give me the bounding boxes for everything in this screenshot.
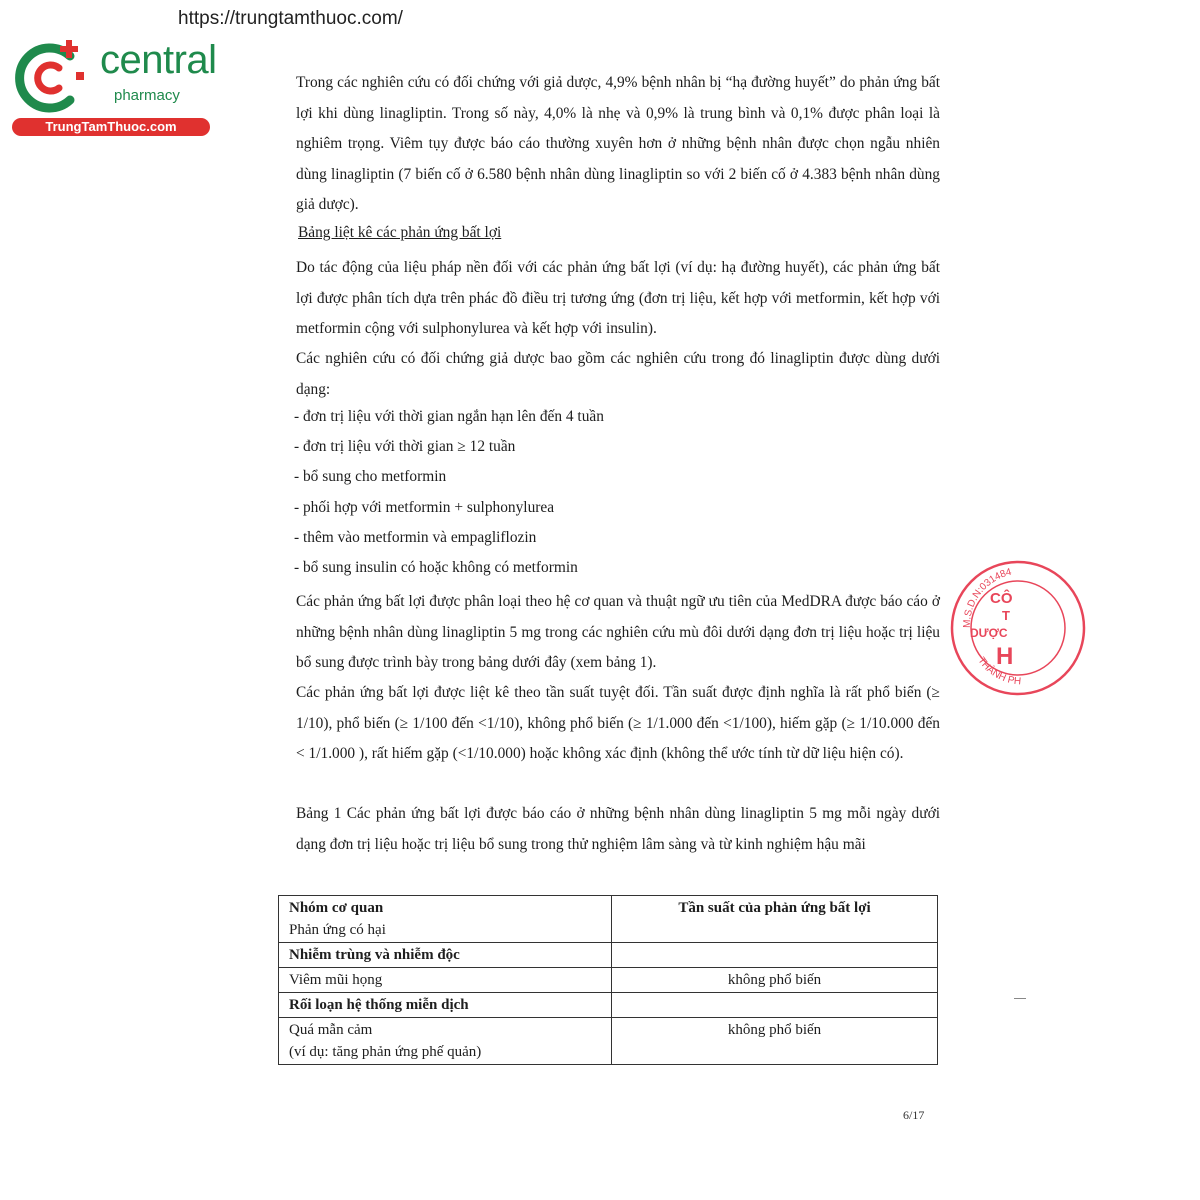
logo-mark-icon — [12, 38, 96, 118]
source-url: https://trungtamthuoc.com/ — [178, 8, 403, 29]
group-infections: Nhiễm trùng và nhiễm độc — [279, 943, 612, 968]
regimen-list — [294, 402, 604, 583]
table-row — [279, 993, 938, 1018]
reaction-hypersensitivity-name: Quá mẫn cảm — [289, 1022, 373, 1038]
table-row — [279, 968, 938, 993]
frequency-cell: không phổ biến — [612, 1018, 938, 1065]
table-caption: Bảng 1 Các phản ứng bất lợi được báo cáo ở những bệnh nhân dùng linagliptin 5 mg mỗi ngày dưới dạng đơn trị liệu hoặc trị liệu bổ sung trong thử nghiệm lâm sàng và từ kinh nghiệm hậu mãi — [296, 805, 940, 853]
paragraph-frequency-definition: Các phản ứng bất lợi được liệt kê theo tần suất tuyệt đối. Tần suất được định nghĩa là rất phổ biến (≥ 1/10), phổ biến (≥ 1/100 đến <1/10), không phổ biến (≥ 1/1.000 đến <1/100), hiếm gặp (≥ 1/10.000 đến < 1/1.000 ), rất hiếm gặp (<1/10.000) hoặc không xác định (không thể ước tính từ dữ liệu hiện có). — [296, 684, 940, 762]
stamp-top-text: M.S.D.N:031484 — [961, 566, 1013, 629]
margin-mark — [1014, 998, 1026, 999]
header-organ-group-label: Nhóm cơ quan — [289, 900, 384, 916]
table-row — [279, 943, 938, 968]
paragraph-background-therapy: Do tác động của liệu pháp nền đối với các phản ứng bất lợi (ví dụ: hạ đường huyết), các phản ứng bất lợi được phân tích dựa trên phác đồ điều trị tương ứng (đơn trị liệu, kết hợp với metformin, kết hợp với metformin cộng với sulphonylurea và kết hợp với insulin). — [296, 259, 940, 337]
stamp-line-1: CÔ — [990, 590, 1013, 607]
list-item: - phối hợp với metformin + sulphonylurea — [294, 498, 555, 516]
reaction-nasopharyngitis: Viêm mũi họng — [279, 968, 612, 993]
table-row — [279, 1018, 938, 1065]
paragraph-study-forms: Các nghiên cứu có đối chứng giả dược bao gồm các nghiên cứu trong đó linagliptin được dùng dưới dạng: — [296, 350, 940, 398]
stamp-bottom-text: THÀNH PH — [975, 655, 1022, 688]
list-item: - thêm vào metformin và empagliflozin — [294, 528, 537, 546]
list-item: - đơn trị liệu với thời gian ≥ 12 tuần — [294, 438, 516, 456]
logo-subtitle: pharmacy — [114, 87, 180, 104]
header-cell-frequency: Tần suất của phản ứng bất lợi — [612, 896, 938, 943]
paragraph-meddra: Các phản ứng bất lợi được phân loại theo hệ cơ quan và thuật ngữ ưu tiên của MedDRA được báo cáo ở những bệnh nhân dùng linagliptin 5 mg trong các nghiên cứu mù đôi dưới dạng đơn trị liệu hoặc trị liệu bổ sung được trình bày trong bảng dưới đây (xem bảng 1). — [296, 593, 940, 671]
stamp-line-4: H — [996, 643, 1014, 670]
stamp-line-3: DƯỢC — [970, 626, 1008, 640]
adverse-reactions-table — [278, 895, 938, 1065]
reaction-hypersensitivity-note: (ví dụ: tăng phản ứng phế quản) — [289, 1044, 482, 1060]
logo-wordmark: central — [100, 38, 217, 82]
empty-cell — [612, 943, 938, 968]
paragraph-hypoglycemia: Trong các nghiên cứu có đối chứng với giả dược, 4,9% bệnh nhân bị “hạ đường huyết” do phản ứng bất lợi khi dùng linagliptin. Trong số này, 4,0% là nhẹ và 0,9% là trung bình và 0,1% được phân loại là nghiêm trọng. Viêm tụy được báo cáo thường xuyên hơn ở những bệnh nhân được chọn ngẫu nhiên dùng linagliptin (7 biến cố ở 6.580 bệnh nhân dùng linagliptin so với 2 biến cố ở 4.383 bệnh nhân dùng giả dược). — [296, 74, 940, 213]
reaction-hypersensitivity — [279, 1018, 612, 1065]
list-item: - bổ sung insulin có hoặc không có metformin — [294, 559, 578, 577]
company-stamp — [948, 548, 1022, 708]
logo-banner: TrungTamThuoc.com — [12, 118, 210, 136]
list-item: - bổ sung cho metformin — [294, 468, 447, 486]
page-number: 6/17 — [903, 1108, 925, 1122]
list-item: - đơn trị liệu với thời gian ngắn hạn lên đến 4 tuần — [294, 408, 604, 425]
empty-cell — [612, 993, 938, 1018]
frequency-cell: không phổ biến — [612, 968, 938, 993]
header-adverse-reaction-label: Phản ứng có hại — [289, 922, 386, 938]
stamp-line-2: T — [1002, 608, 1010, 623]
header-cell-organ-group — [279, 896, 612, 943]
pharmacy-logo — [12, 38, 217, 138]
table-header-row — [279, 896, 938, 943]
group-immune-disorders: Rối loạn hệ thống miễn dịch — [279, 993, 612, 1018]
section-heading: Bảng liệt kê các phản ứng bất lợi — [298, 224, 502, 241]
